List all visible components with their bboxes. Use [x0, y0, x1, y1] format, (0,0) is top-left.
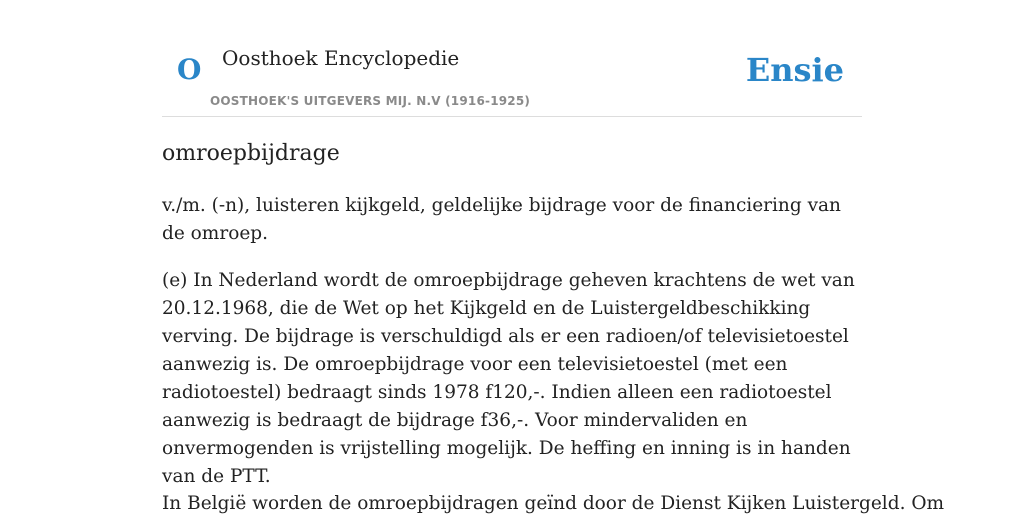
entry-title: omroepbijdrage [162, 141, 340, 166]
book-title[interactable]: Oosthoek Encyclopedie [222, 46, 460, 70]
entry-paragraph-netherlands: (e) In Nederland wordt de omroepbijdrage geheven krachtens de wet van 20.12.1968, die de Wet op het Kijkgeld en de Luistergeldbeschikking verving. De bijdrage is verschuldigd als er een radioen/of televisietoestel aanwezig is. De omroepbijdrage voor een televisietoestel (met een radiotoestel) bedraagt sinds 1978 f120,-. Indien alleen een radiotoestel aanwezig is bedraagt de bijdrage f36,-. Voor mindervaliden en onvermogenden is vrijstelling mogelijk. De heffing en inning is in handen van de PTT. [162, 270, 855, 487]
logo-icon[interactable]: O [177, 53, 202, 86]
entry-paragraph-belgium: In België worden de omroepbijdragen geïnd door de Dienst Kijken Luistergeld. Om [162, 493, 945, 514]
brand-logo[interactable]: Ensie [745, 51, 844, 89]
site-header [162, 0, 862, 117]
entry-definition: v./m. (-n), luisteren kijkgeld, geldelijke bijdrage voor de financiering van de omroep. [162, 195, 841, 244]
page-content [162, 0, 945, 514]
publisher-label: OOSTHOEK'S UITGEVERS MIJ. N.V (1916-1925) [210, 94, 531, 108]
